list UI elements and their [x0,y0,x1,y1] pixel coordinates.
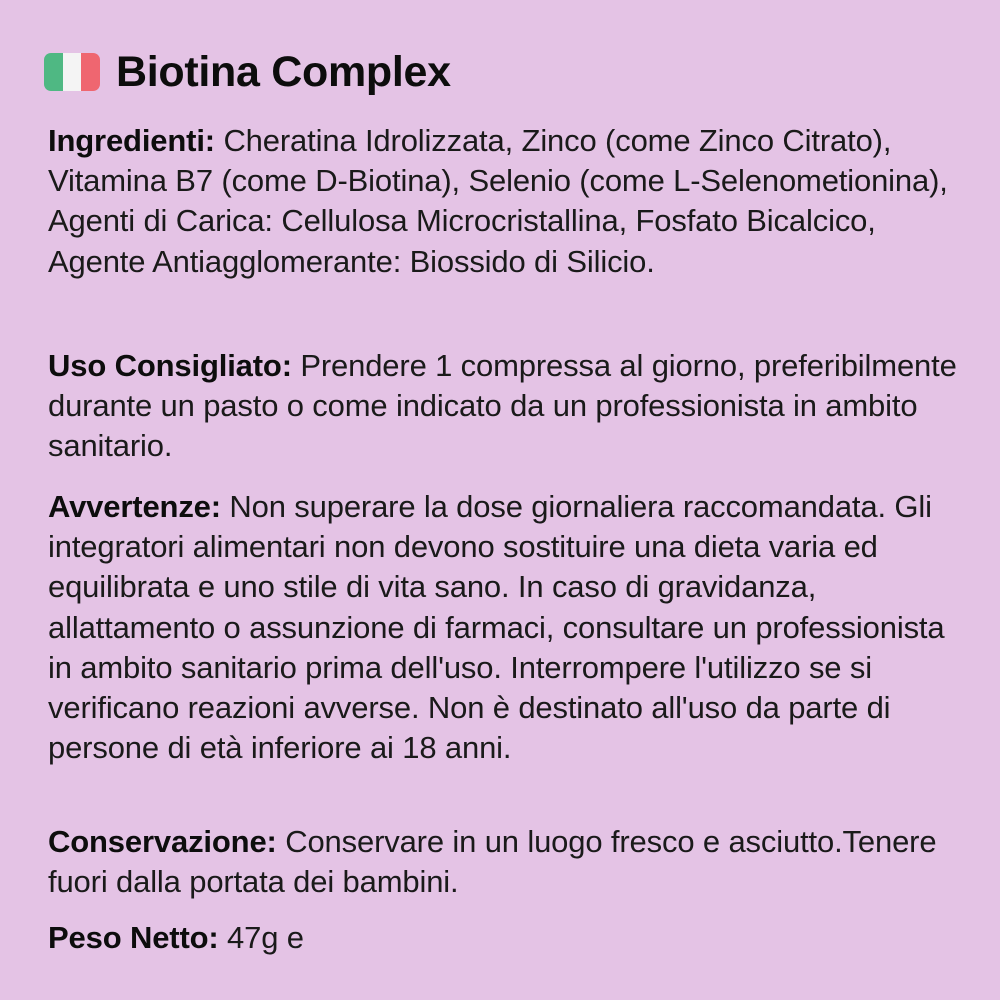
net-weight-text: 47g e [218,920,304,955]
warnings-label: Avvertenze: [48,489,221,524]
recommended-use-label: Uso Consigliato: [48,348,292,383]
ingredients-label: Ingredienti: [48,123,215,158]
storage-text: Conservare in un luogo fresco e asciutto.Tenere fuori dalla portata dei bambini. [48,824,937,900]
flag-green-stripe [44,53,63,91]
product-title: Biotina Complex [116,47,451,96]
ingredients-section [48,121,968,282]
net-weight-section [48,918,968,958]
storage-label: Conservazione: [48,824,277,859]
warnings-section [48,487,968,768]
warnings-text: Non superare la dose giornaliera raccomandata. Gli integratori alimentari non devono sostituire una dieta varia ed equilibrata e uno stile di vita sano. In caso di gravidanza, allattamento o assunzione di farmaci, consultare un professionista in ambito sanitario prima dell'uso. Interrompere l'utilizzo se si verificano reazioni avverse. Non è destinato all'uso da parte di persone di età inferiore ai 18 anni. [48,489,945,766]
italian-flag-icon [44,53,100,91]
flag-red-stripe [81,53,100,91]
storage-section [48,822,968,902]
net-weight-label: Peso Netto: [48,920,219,955]
recommended-use-section [48,346,968,467]
ingredients-text: Cheratina Idrolizzata, Zinco (come Zinco Citrato), Vitamina B7 (come D-Biotina), Selenio (come L-Selenometionina), Agenti di Carica: Cellulosa Microcristallina, Fosfato Bicalcico, Agente Antiagglomerante: Biossido di Silicio. [48,123,948,279]
header [44,44,451,100]
recommended-use-text: Prendere 1 compressa al giorno, preferibilmente durante un pasto o come indicato da un professionista in ambito sanitario. [48,348,957,464]
flag-white-stripe [63,53,82,91]
